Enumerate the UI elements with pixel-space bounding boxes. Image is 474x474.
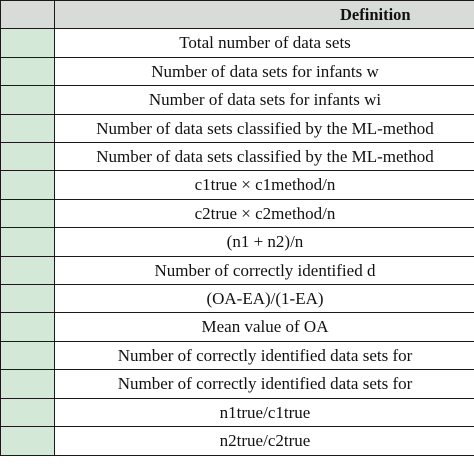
symbol-cell [1, 427, 55, 455]
table-row [1, 86, 474, 114]
table-row [1, 341, 474, 369]
definition-text: Number of data sets classified by the ML-method [96, 147, 434, 167]
symbol-cell [1, 285, 55, 313]
table-row [1, 29, 474, 57]
table-row [1, 285, 474, 313]
table-row [1, 313, 474, 341]
symbol-cell [1, 228, 55, 256]
table-row [1, 228, 474, 256]
table-row [1, 114, 474, 142]
definition-cell [55, 427, 474, 455]
symbol-cell [1, 86, 55, 114]
definition-text: Total number of data sets [179, 33, 351, 53]
definition-text: (OA-EA)/(1-EA) [206, 289, 324, 309]
table-row [1, 427, 474, 455]
definition-text: (n1 + n2)/n [226, 232, 304, 252]
symbol-cell [1, 29, 55, 57]
definition-text: Number of correctly identified d [154, 260, 376, 280]
table-header-row [1, 1, 474, 29]
definition-cell [55, 86, 474, 114]
symbol-cell [1, 114, 55, 142]
definition-text: Mean value of OA [201, 317, 329, 337]
table-row [1, 398, 474, 426]
table-row [1, 57, 474, 85]
definition-text: n1true/c1true [219, 402, 311, 422]
symbol-cell [1, 143, 55, 171]
table-row [1, 143, 474, 171]
definition-text: c1true × c1method/n [194, 175, 336, 195]
definition-cell [55, 171, 474, 199]
definition-cell [55, 29, 474, 57]
symbol-cell [1, 398, 55, 426]
table-body [1, 29, 474, 455]
header-definition: Definition [55, 1, 474, 29]
table-row [1, 256, 474, 284]
definition-cell [55, 341, 474, 369]
definition-cell [55, 199, 474, 227]
definition-cell [55, 370, 474, 398]
definition-cell [55, 398, 474, 426]
definition-text: c2true × c2method/n [194, 203, 336, 223]
table-row [1, 199, 474, 227]
header-symbol [1, 1, 55, 29]
definition-text: Number of data sets for infants wi [148, 90, 382, 110]
symbol-cell [1, 171, 55, 199]
symbol-cell [1, 256, 55, 284]
definition-text: Number of data sets classified by the ML-method [96, 118, 434, 138]
definition-cell [55, 114, 474, 142]
definition-cell [55, 313, 474, 341]
symbol-cell [1, 199, 55, 227]
definition-cell [55, 228, 474, 256]
symbol-cell [1, 313, 55, 341]
table-row [1, 171, 474, 199]
definition-text: Number of data sets for infants w [151, 61, 379, 81]
symbol-cell [1, 57, 55, 85]
definition-text: Number of correctly identified data sets for [117, 345, 413, 365]
definition-cell [55, 57, 474, 85]
definition-text: n2true/c2true [219, 431, 311, 451]
symbol-cell [1, 370, 55, 398]
symbol-cell [1, 341, 55, 369]
table-row [1, 370, 474, 398]
definition-cell [55, 256, 474, 284]
definition-cell [55, 143, 474, 171]
definition-cell [55, 285, 474, 313]
definition-text: Number of correctly identified data sets for [117, 374, 413, 394]
